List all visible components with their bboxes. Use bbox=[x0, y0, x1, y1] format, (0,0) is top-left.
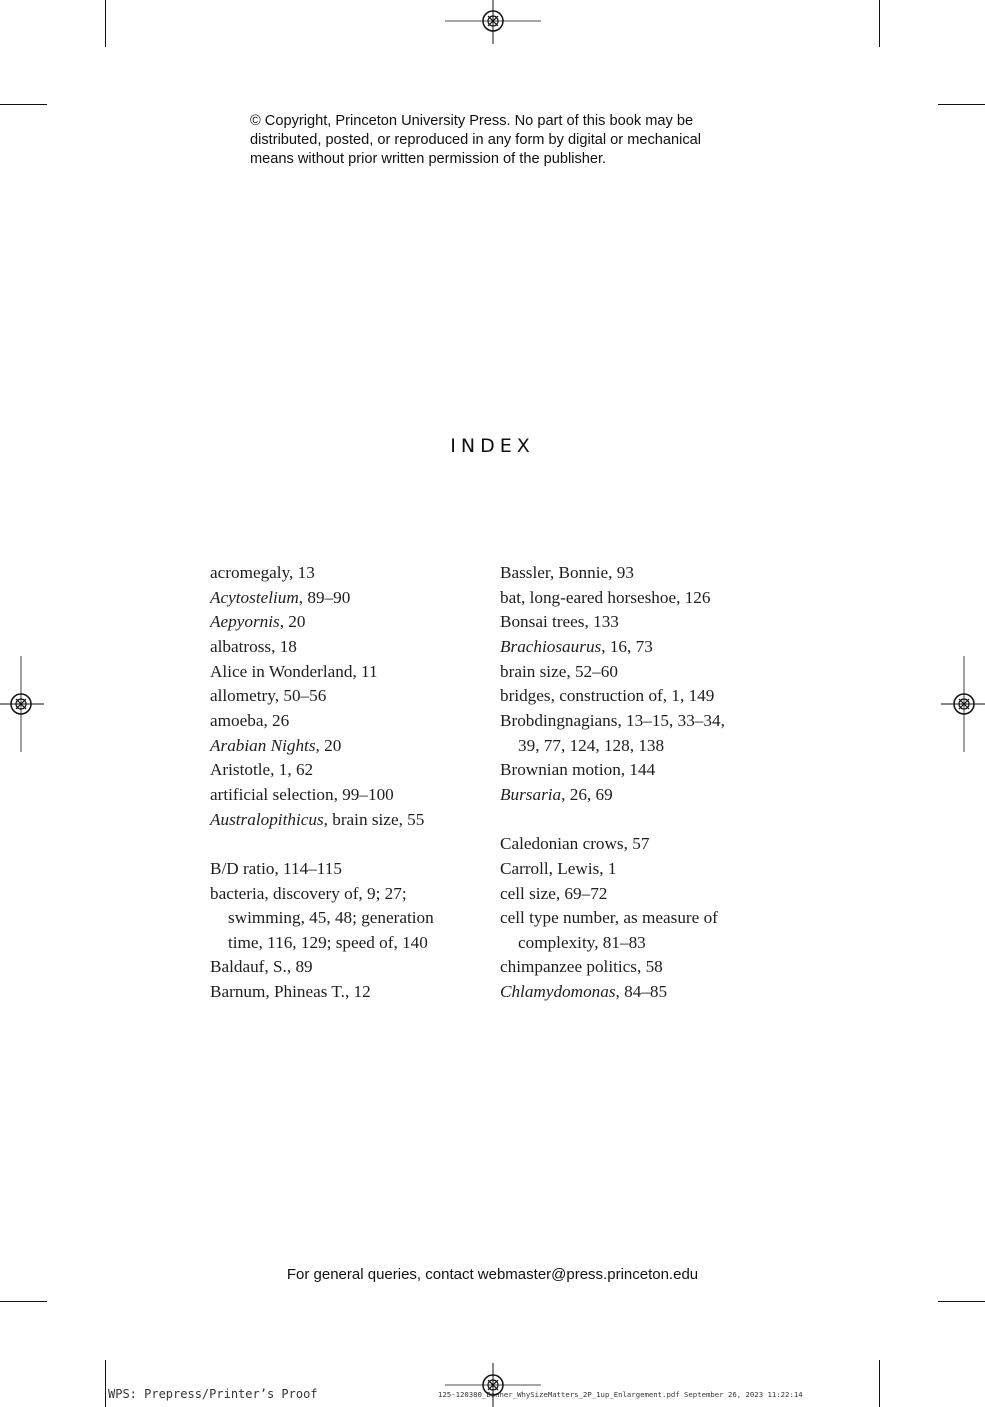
index-entry bbox=[210, 709, 475, 734]
index-term: allometry bbox=[210, 686, 275, 706]
index-term: Brobdingnagians bbox=[500, 710, 618, 730]
index-locator: , 58 bbox=[636, 957, 663, 977]
index-term: Caledonian crows bbox=[500, 834, 624, 854]
index-locator: , 99–100 bbox=[333, 784, 394, 804]
index-term: bat, long-eared horseshoe bbox=[500, 587, 677, 607]
crop-mark-bottom-left-vertical bbox=[105, 1360, 106, 1407]
index-entry-continuation: complexity, 81–83 bbox=[518, 932, 646, 952]
index-locator: , 52–60 bbox=[566, 661, 618, 681]
index-entry bbox=[500, 635, 760, 660]
index-locator: , 1, 149 bbox=[662, 686, 715, 706]
index-entry bbox=[500, 783, 760, 808]
index-entry bbox=[210, 734, 475, 759]
index-term: Bursaria bbox=[500, 784, 562, 804]
index-locator: , 20 bbox=[315, 735, 342, 755]
index-entry-continuation: 39, 77, 124, 128, 138 bbox=[518, 735, 665, 755]
index-entry bbox=[210, 955, 475, 980]
index-locator: , 57 bbox=[623, 834, 650, 854]
index-term: Brachiosaurus bbox=[500, 636, 602, 656]
index-locator: , 114–115 bbox=[274, 858, 342, 878]
registration-mark-left-icon bbox=[0, 656, 44, 752]
index-entry bbox=[500, 586, 760, 611]
index-term: Aristotle bbox=[210, 760, 271, 780]
copyright-line: means without prior written permission of the publisher. bbox=[250, 151, 607, 167]
index-locator: , 144 bbox=[620, 760, 656, 780]
index-term: Brownian motion bbox=[500, 760, 621, 780]
index-entry bbox=[210, 561, 475, 586]
proof-slug-label: WPS: Prepress/Printer’s Proof bbox=[108, 1387, 318, 1401]
index-term: bridges, construction of bbox=[500, 686, 663, 706]
crop-mark-bottom-left-horizontal bbox=[0, 1301, 47, 1302]
index-locator: , 126 bbox=[676, 587, 711, 607]
index-entry bbox=[500, 758, 760, 783]
index-locator: , 133 bbox=[584, 612, 619, 632]
index-locator: , 93 bbox=[608, 563, 634, 582]
index-term: cell size bbox=[500, 883, 556, 903]
index-term: albatross bbox=[210, 636, 272, 656]
index-term: Barnum, Phineas T. bbox=[210, 982, 345, 1002]
index-locator: , 12 bbox=[344, 982, 371, 1002]
index-entry bbox=[210, 808, 475, 833]
index-locator: , brain size, 55 bbox=[323, 809, 425, 829]
index-locator: , 89–90 bbox=[298, 587, 351, 607]
index-term: Baldauf, S. bbox=[210, 957, 287, 977]
crop-mark-bottom-right-vertical bbox=[879, 1360, 880, 1407]
index-entry bbox=[500, 832, 760, 857]
index-term: amoeba bbox=[210, 710, 264, 730]
index-entry bbox=[210, 857, 475, 882]
index-entry bbox=[210, 660, 475, 685]
registration-mark-bottom-icon bbox=[445, 1363, 541, 1407]
index-entry bbox=[210, 684, 475, 709]
index-entry bbox=[500, 857, 760, 882]
index-locator: , 50–56 bbox=[274, 686, 327, 706]
page-title: INDEX bbox=[450, 435, 535, 457]
index-term: Australopithicus bbox=[210, 809, 324, 829]
index-locator: , 13 bbox=[289, 563, 315, 582]
index-term: artificial selection bbox=[210, 784, 334, 804]
index-entry bbox=[210, 758, 475, 783]
registration-mark-top-icon bbox=[445, 0, 541, 44]
crop-mark-top-right-vertical bbox=[879, 0, 880, 47]
crop-mark-top-left-vertical bbox=[105, 0, 106, 47]
index-term: acromegaly bbox=[210, 563, 290, 582]
index-entry bbox=[500, 882, 760, 907]
index-term: brain size bbox=[500, 661, 567, 681]
registration-mark-right-icon bbox=[941, 656, 985, 752]
index-term: Chlamydomonas bbox=[500, 982, 616, 1002]
index-column-left bbox=[210, 561, 475, 1005]
index-entry bbox=[210, 783, 475, 808]
index-entry bbox=[210, 635, 475, 660]
proof-file-info: 125-120380_Bonner_WhySizeMatters_2P_1up_Enlargement.pdf September 26, 2023 11:22:14 bbox=[438, 1390, 803, 1399]
index-term: chimpanzee politics bbox=[500, 957, 637, 977]
index-locator: , 1 bbox=[599, 858, 617, 878]
index-term: Alice in Wonderland bbox=[210, 661, 353, 681]
index-locator: , 16, 73 bbox=[601, 636, 653, 656]
index-entry bbox=[500, 660, 760, 685]
index-locator: , 89 bbox=[286, 957, 313, 977]
crop-mark-top-left-horizontal bbox=[0, 104, 47, 105]
index-entry bbox=[500, 906, 760, 931]
index-entry bbox=[210, 980, 475, 1005]
index-term: Aepyornis bbox=[210, 612, 280, 632]
index-locator: , 18 bbox=[271, 636, 297, 656]
index-locator: , 69–72 bbox=[555, 883, 608, 903]
index-locator: , discovery of, 9; 27; bbox=[264, 883, 407, 903]
index-entry-continuation: time, 116, 129; speed of, 140 bbox=[228, 932, 428, 952]
index-locator: , 84–85 bbox=[615, 982, 668, 1002]
index-locator: , 11 bbox=[352, 661, 378, 681]
index-term: Bonsai trees bbox=[500, 612, 585, 632]
index-entry bbox=[210, 882, 475, 907]
index-term: Arabian Nights bbox=[210, 735, 316, 755]
index-entry bbox=[500, 610, 760, 635]
index-term: B/D ratio bbox=[210, 858, 275, 878]
index-term: Acytostelium bbox=[210, 587, 299, 607]
index-term: Bassler, Bonnie bbox=[500, 563, 609, 582]
crop-mark-top-right-horizontal bbox=[938, 104, 985, 105]
index-entry-continuation: swimming, 45, 48; generation bbox=[228, 908, 434, 928]
copyright-notice bbox=[250, 112, 750, 169]
copyright-line: © Copyright, Princeton University Press. No part of this book may be bbox=[250, 113, 694, 129]
section-gap bbox=[500, 808, 760, 833]
index-locator: , 13–15, 33–34, bbox=[617, 710, 725, 730]
crop-mark-bottom-right-horizontal bbox=[938, 1301, 985, 1302]
index-column-right bbox=[500, 561, 760, 1005]
section-gap bbox=[210, 832, 475, 857]
index-entry bbox=[210, 586, 475, 611]
index-entry bbox=[500, 709, 760, 734]
index-locator: , 1, 62 bbox=[270, 760, 314, 780]
index-locator: , 26 bbox=[263, 710, 290, 730]
index-term: bacteria bbox=[210, 883, 265, 903]
index-entry bbox=[500, 955, 760, 980]
index-entry bbox=[500, 561, 760, 586]
contact-notice: For general queries, contact webmaster@press.princeton.edu bbox=[286, 1266, 699, 1283]
index-locator: , 26, 69 bbox=[561, 784, 613, 804]
index-term: Carroll, Lewis bbox=[500, 858, 600, 878]
copyright-line: distributed, posted, or reproduced in any form by digital or mechanical bbox=[250, 132, 702, 148]
index-term: cell type number, as measure of bbox=[500, 908, 718, 928]
index-entry bbox=[500, 980, 760, 1005]
index-entry bbox=[210, 610, 475, 635]
index-entry bbox=[500, 684, 760, 709]
index-locator: , 20 bbox=[279, 612, 306, 632]
